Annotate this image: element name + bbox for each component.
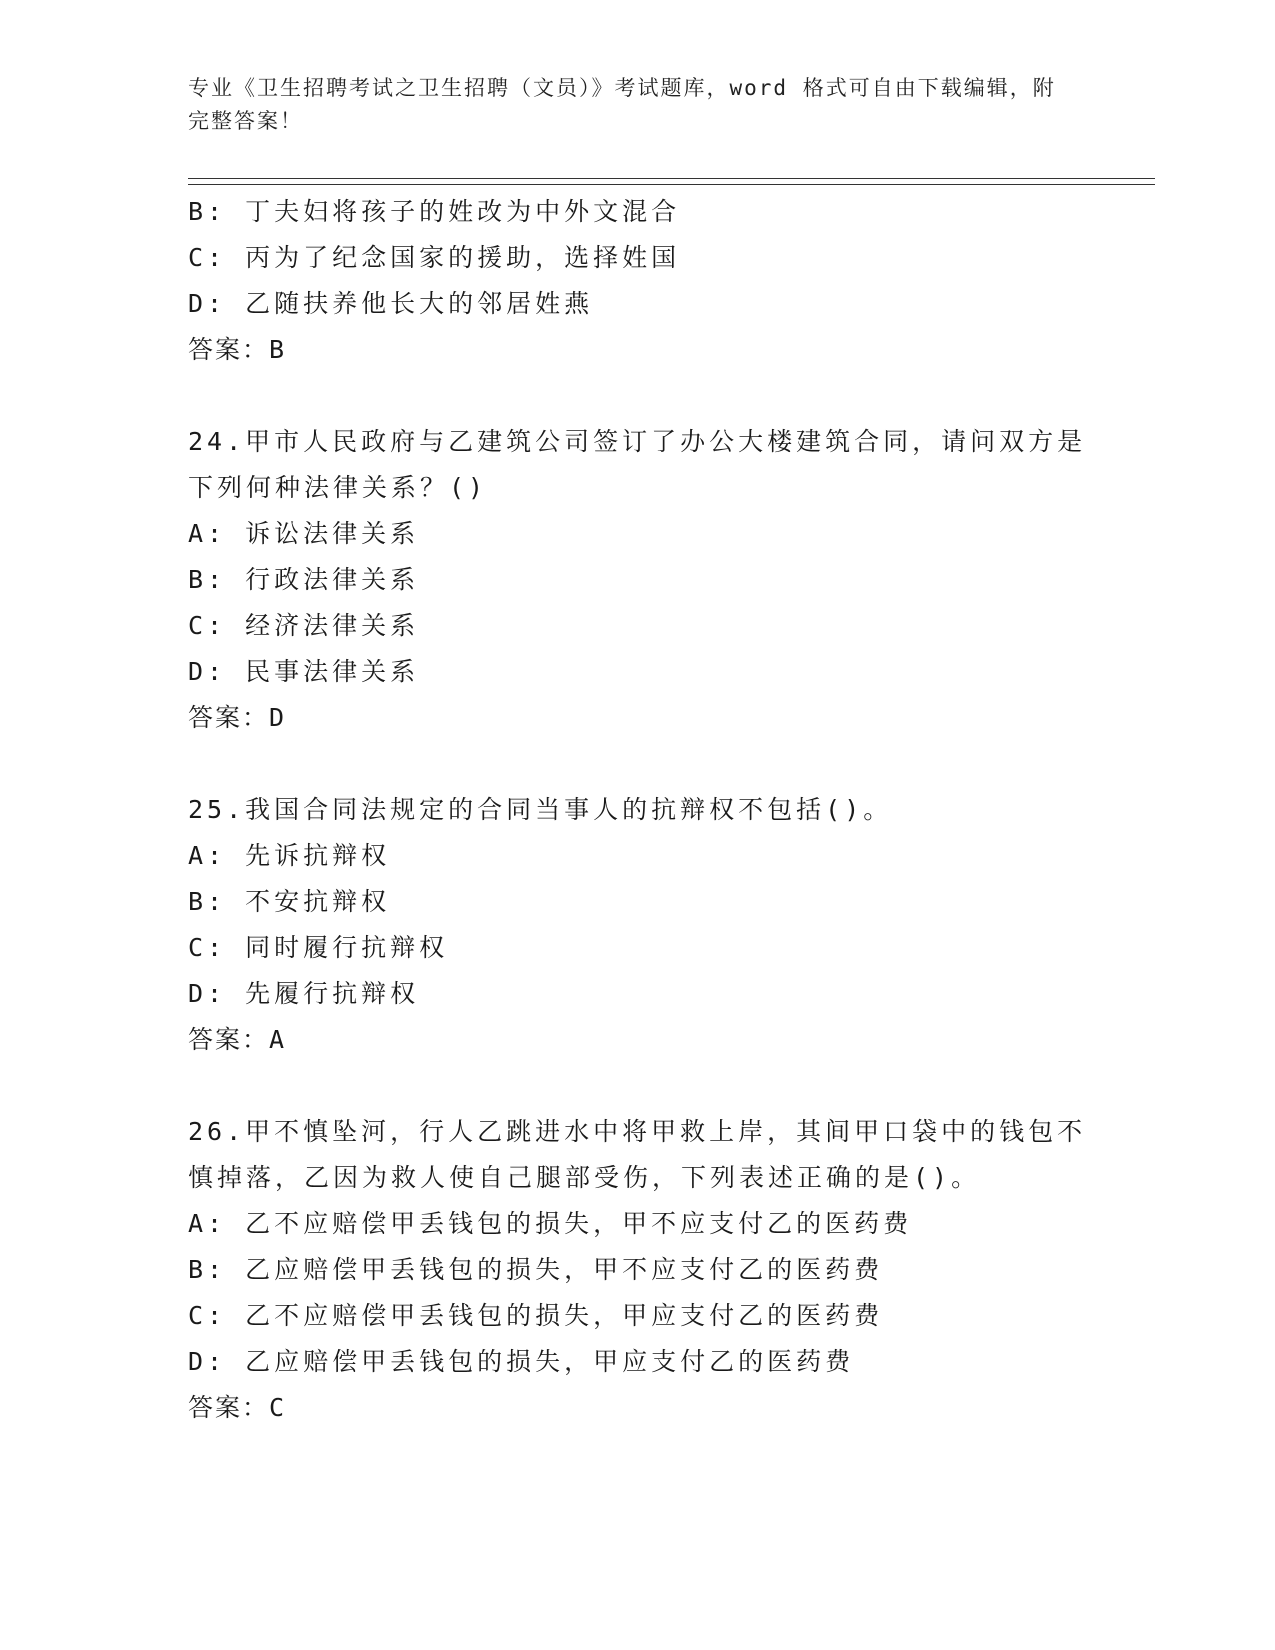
option-d: D: 乙应赔偿甲丢钱包的损失，甲应支付乙的医药费 <box>188 1347 855 1376</box>
question-text: 26.甲不慎坠河，行人乙跳进水中将甲救上岸，其间甲口袋中的钱包不慎掉落，乙因为救人使自己腿部受伤，下列表述正确的是()。 <box>188 1117 1087 1192</box>
answer-label: 答案： <box>188 335 270 364</box>
answer <box>188 1017 1088 1063</box>
option-c: C: 乙不应赔偿甲丢钱包的损失，甲应支付乙的医药费 <box>188 1301 884 1330</box>
option-b: B: 丁夫妇将孩子的姓改为中外文混合 <box>188 197 681 226</box>
option-c: C: 同时履行抗辩权 <box>188 933 449 962</box>
question-25 <box>188 787 1088 1063</box>
option-d: D: 乙随扶养他长大的邻居姓燕 <box>188 289 594 318</box>
answer-label: 答案： <box>188 703 270 732</box>
answer <box>188 1385 1088 1431</box>
header-rule-bottom <box>188 184 1155 185</box>
option-d: D: 民事法律关系 <box>188 657 420 686</box>
answer-label: 答案： <box>188 1025 270 1054</box>
question-text: 25.我国合同法规定的合同当事人的抗辩权不包括()。 <box>188 795 893 824</box>
header-rule-top <box>188 178 1155 179</box>
question-24 <box>188 419 1088 741</box>
spacer <box>188 373 1088 419</box>
answer-value: B <box>269 335 287 364</box>
question-26 <box>188 1109 1088 1431</box>
spacer <box>188 1063 1088 1109</box>
answer <box>188 327 1088 373</box>
question-text: 24.甲市人民政府与乙建筑公司签订了办公大楼建筑合同，请问双方是下列何种法律关系？() <box>188 427 1087 502</box>
spacer <box>188 741 1088 787</box>
option-a: A: 乙不应赔偿甲丢钱包的损失，甲不应支付乙的医药费 <box>188 1209 913 1238</box>
answer-value: C <box>269 1393 287 1422</box>
answer <box>188 695 1088 741</box>
option-b: B: 乙应赔偿甲丢钱包的损失，甲不应支付乙的医药费 <box>188 1255 884 1284</box>
option-c: C: 经济法律关系 <box>188 611 420 640</box>
option-b: B: 不安抗辩权 <box>188 887 391 916</box>
answer-value: A <box>269 1025 287 1054</box>
option-c: C: 丙为了纪念国家的援助，选择姓国 <box>188 243 681 272</box>
option-a: A: 先诉抗辩权 <box>188 841 391 870</box>
option-b: B: 行政法律关系 <box>188 565 420 594</box>
prev-question <box>188 189 1088 373</box>
option-a: A: 诉讼法律关系 <box>188 519 420 548</box>
answer-label: 答案： <box>188 1393 270 1422</box>
option-d: D: 先履行抗辩权 <box>188 979 420 1008</box>
answer-value: D <box>269 703 287 732</box>
question-content <box>188 189 1088 1431</box>
page-header: 专业《卫生招聘考试之卫生招聘（文员）》考试题库，word 格式可自由下载编辑，附完整答案！ <box>188 76 1056 133</box>
